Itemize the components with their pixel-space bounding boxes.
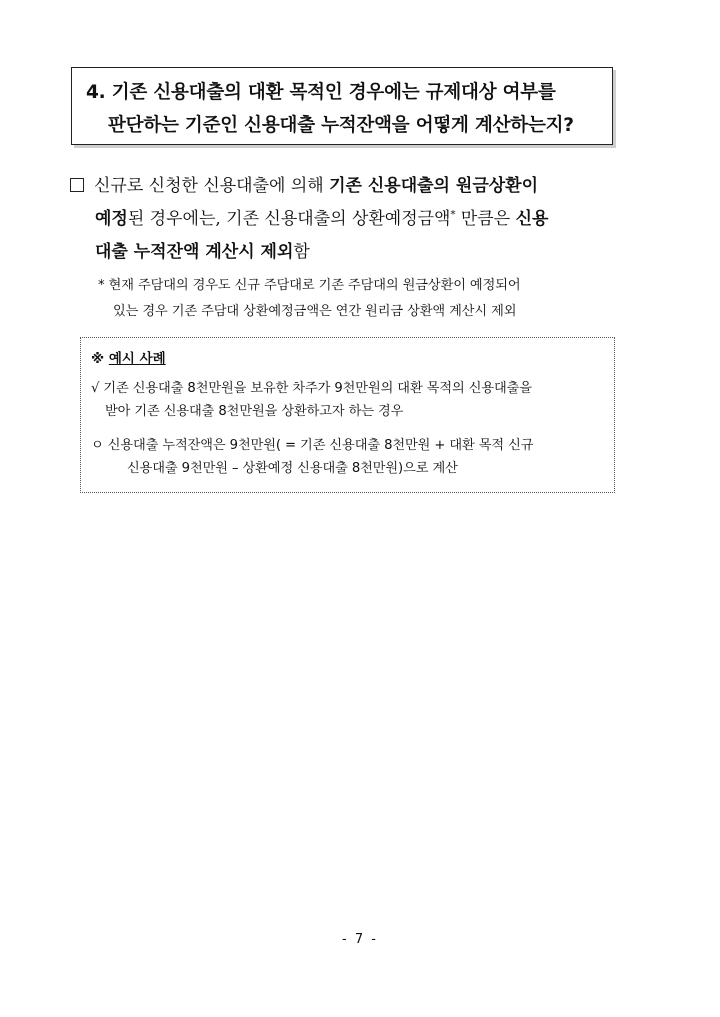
answer-text: 만큼은 (455, 209, 516, 229)
answer-emphasis: 대출 누적잔액 계산시 제외 (95, 242, 294, 262)
example-box (80, 337, 615, 493)
answer-paragraph (70, 170, 630, 269)
question-title-box (71, 67, 613, 145)
example-title (91, 348, 606, 370)
answer-text: 된 경우에는, 기존 신용대출의 상환예정금액 (127, 209, 451, 229)
answer-line-2 (70, 203, 630, 236)
question-title-line-2: 판단하는 기준인 신용대출 누적잔액을 어떻게 계산하는지? (108, 115, 574, 136)
footnote-line-1: * 현재 주담대의 경우도 신규 주담대로 기존 주담대의 원금상환이 예정되어 (98, 278, 521, 293)
example-case-line-1: √ 기존 신용대출 8천만원을 보유한 차주가 9천만원의 대환 목적의 신용대출을 (91, 381, 532, 396)
example-case-line-2: 받아 기존 신용대출 8천만원을 상환하고자 하는 경우 (105, 404, 404, 419)
reference-mark-icon: ※ (91, 351, 105, 367)
checkbox-square-icon (70, 178, 84, 192)
question-title-line-1: 4. 기존 신용대출의 대환 목적인 경우에는 규제대상 여부를 (86, 82, 556, 103)
example-title-text: 예시 사례 (108, 351, 166, 367)
answer-line-1 (70, 170, 630, 203)
page-number: - 7 - (342, 932, 378, 947)
example-result-line-2: 신용대출 9천만원 – 상환예정 신용대출 8천만원)으로 계산 (127, 461, 458, 476)
answer-text: 신규로 신청한 신용대출에 의해 (94, 176, 330, 196)
answer-emphasis: 기존 신용대출의 원금상환이 (329, 176, 539, 196)
example-result-line-1: ㅇ 신용대출 누적잔액은 9천만원( = 기존 신용대출 8천만원 + 대환 목적 신규 (91, 438, 534, 453)
footnote-marker: * (450, 209, 456, 221)
answer-emphasis: 신용 (515, 209, 549, 229)
answer-emphasis: 예정 (95, 209, 128, 229)
footnote-line-2: 있는 경우 기존 주담대 상환예정금액은 연간 원리금 상환액 계산시 제외 (113, 304, 517, 319)
answer-line-3 (70, 236, 630, 269)
answer-text: 함 (293, 242, 310, 262)
footnote (98, 273, 618, 325)
